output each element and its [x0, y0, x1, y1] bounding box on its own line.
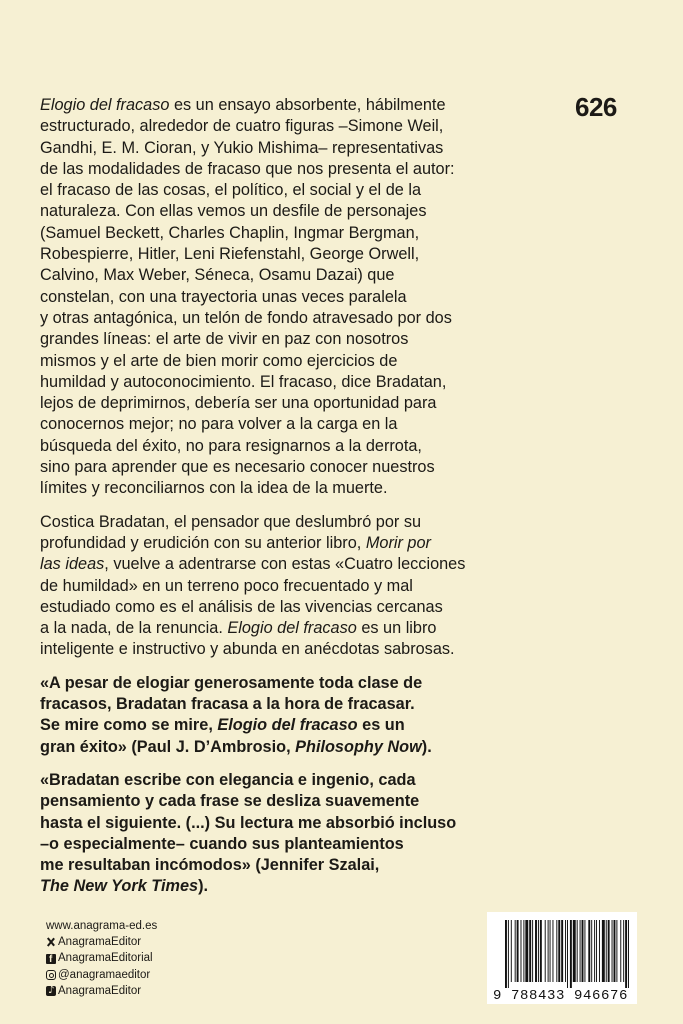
text-line	[40, 329, 640, 350]
text-run: ).	[198, 877, 209, 896]
text-run: «Bradatan escribe con elegancia e ingenio, cada	[40, 770, 416, 789]
barcode-bar	[556, 920, 557, 982]
text-run: es un libro	[356, 619, 437, 638]
text-run: de las modalidades de fracaso que nos presenta el autor:	[40, 159, 455, 178]
barcode-bar	[623, 920, 624, 982]
text-line	[40, 244, 640, 265]
barcode-bar	[529, 920, 531, 982]
barcode-bar	[580, 920, 581, 982]
text-run: naturaleza. Con ellas vemos un desfile de personajes	[40, 202, 427, 221]
text-line	[40, 715, 640, 736]
barcode-bar	[521, 920, 522, 982]
text-line	[40, 351, 640, 372]
text-line	[40, 223, 640, 244]
review-quote-1	[40, 673, 640, 758]
barcode-bar	[508, 920, 509, 988]
title-reference: las ideas	[40, 555, 105, 574]
text-run: humildad y autoconocimiento. El fracaso, dice Bradatan,	[40, 372, 447, 391]
book-description	[40, 95, 640, 898]
text-run: profundidad y erudición con su anterior libro,	[40, 533, 366, 552]
tiktok-handle: AnagramaEditor	[58, 984, 142, 997]
text-line	[40, 673, 640, 694]
barcode-bar	[588, 920, 590, 982]
instagram-handle: @anagramaeditor	[58, 968, 151, 981]
title-reference: Morir por	[365, 533, 431, 552]
text-line	[40, 201, 640, 222]
barcode-bar	[548, 920, 549, 982]
text-line	[40, 834, 640, 855]
barcode-bar	[596, 920, 597, 982]
text-run: el fracaso de las cosas, el político, el social y el de la	[40, 181, 421, 200]
text-line	[40, 813, 640, 834]
text-line	[40, 457, 640, 478]
barcode-bar	[525, 920, 528, 982]
text-line	[40, 159, 640, 180]
barcode-bar	[594, 920, 595, 982]
title-reference: The New York Times	[40, 877, 199, 896]
text-line	[40, 639, 640, 660]
text-line	[40, 138, 640, 159]
barcode-bar	[535, 920, 537, 982]
text-run: , vuelve a adentrarse con estas «Cuatro lecciones	[104, 555, 466, 574]
barcode-bar	[582, 920, 584, 982]
barcode-bar	[570, 920, 572, 988]
text-run: pensamiento y cada frase se desliza suavemente	[40, 792, 420, 811]
barcode-bar	[550, 920, 551, 982]
text-run: «A pesar de elogiar generosamente toda clase de	[40, 673, 423, 692]
tiktok-icon	[46, 986, 56, 996]
title-reference: Elogio del fracaso	[40, 96, 170, 114]
barcode-bar	[591, 920, 592, 982]
text-run: inteligente e instructivo y abunda en anécdotas sabrosas.	[40, 640, 455, 659]
text-line	[40, 791, 640, 812]
barcode-bar	[577, 920, 578, 982]
x-handle: AnagramaEditor	[58, 936, 142, 949]
barcode-bar	[511, 920, 512, 982]
barcode-bar	[625, 920, 627, 988]
text-run: estructurado, alrededor de cuatro figuras –Simone Weil,	[40, 117, 444, 136]
text-line	[40, 554, 640, 575]
review-quote-2	[40, 770, 640, 898]
instagram-icon	[46, 970, 56, 980]
barcode-bar	[515, 920, 516, 982]
text-line	[40, 287, 640, 308]
text-line	[40, 512, 640, 533]
barcode-bar	[584, 920, 585, 982]
text-run: es un	[357, 716, 405, 735]
isbn-digits: 9 788433 946676	[493, 988, 629, 1004]
barcode-bar	[606, 920, 607, 982]
title-reference: Elogio del fracaso	[217, 716, 358, 735]
barcode-bar	[517, 920, 519, 982]
barcode-bar	[540, 920, 542, 982]
barcode-bar	[523, 920, 524, 982]
barcode-bar	[561, 920, 563, 982]
text-run: (Samuel Beckett, Charles Chaplin, Ingmar Bergman,	[40, 223, 420, 242]
text-run: Gandhi, E. M. Cioran, y Yukio Mishima– representativas	[40, 138, 444, 157]
text-run: grandes líneas: el arte de vivir en paz con nosotros	[40, 330, 409, 349]
text-run: ).	[421, 737, 432, 756]
website-link[interactable]	[46, 918, 157, 934]
text-run: Se mire como se mire,	[40, 716, 218, 735]
title-reference: Philosophy Now	[295, 737, 422, 756]
text-line	[40, 393, 640, 414]
text-line	[40, 478, 640, 499]
text-line	[40, 576, 640, 597]
text-line	[40, 737, 640, 758]
barcode-bar	[628, 920, 629, 988]
barcode-bar	[532, 920, 533, 982]
barcode-bar	[565, 920, 566, 982]
text-run: fracasos, Bradatan fracasa a la hora de fracasar.	[40, 695, 415, 714]
text-line	[40, 770, 640, 791]
text-line	[40, 308, 640, 329]
barcode-bar	[567, 920, 568, 988]
text-run: búsqueda del éxito, no para resignarnos a la derrota,	[40, 436, 422, 455]
barcode-bar	[620, 920, 621, 982]
barcode-bar	[545, 920, 546, 982]
facebook-link[interactable]	[46, 950, 157, 966]
facebook-icon	[46, 954, 56, 964]
collection-number: 626	[575, 92, 617, 122]
tiktok-link[interactable]	[46, 983, 157, 999]
text-line	[40, 116, 640, 137]
barcode-bar	[505, 920, 507, 988]
text-run: conocernos mejor; no para volver a la carga en la	[40, 415, 398, 434]
text-run: de humildad» en un terreno poco frecuentado y mal	[40, 576, 413, 595]
barcode-bar	[573, 920, 576, 982]
text-run: –o especialmente– cuando sus planteamientos	[40, 834, 404, 853]
barcode-bar	[602, 920, 605, 982]
facebook-handle: AnagramaEditorial	[58, 952, 153, 965]
synopsis-paragraph-2	[40, 512, 640, 661]
text-run: Costica Bradatan, el pensador que deslumbró por su	[40, 512, 422, 531]
text-run: estudiado como es el análisis de las vivencias cercanas	[40, 597, 443, 616]
barcode-bar	[558, 920, 560, 982]
text-run: lejos de deprimirnos, debería ser una oportunidad para	[40, 394, 437, 413]
text-line	[40, 533, 640, 554]
text-run: límites y reconciliarnos con la idea de la muerte.	[40, 479, 388, 498]
text-run: hasta el siguiente. (...) Su lectura me absorbió incluso	[40, 813, 457, 832]
website-text: www.anagrama-ed.es	[46, 920, 158, 932]
title-reference: Elogio del fracaso	[227, 619, 357, 638]
synopsis-paragraph-1	[40, 95, 640, 500]
barcode-bar	[599, 920, 600, 982]
text-run: Calvino, Max Weber, Séneca, Osamu Dazai) que	[40, 266, 395, 285]
text-run: sino para aprender que es necesario conocer nuestros	[40, 458, 435, 477]
barcode-bar	[552, 920, 553, 982]
x-link[interactable]	[46, 934, 157, 950]
barcode-bar	[538, 920, 539, 982]
text-line	[40, 597, 640, 618]
text-run: a la nada, de la renuncia.	[40, 619, 228, 638]
text-line	[40, 694, 640, 715]
barcode-bar	[612, 920, 613, 982]
text-run: y otras antagónica, un telón de fondo atravesado por dos	[40, 308, 452, 327]
text-line	[40, 180, 640, 201]
text-line	[40, 265, 640, 286]
publisher-links	[46, 918, 157, 999]
text-line	[40, 372, 640, 393]
text-line	[40, 95, 640, 116]
text-run: Robespierre, Hitler, Leni Riefenstahl, George Orwell,	[40, 245, 420, 264]
text-run: gran éxito» (Paul J. D’Ambrosio,	[40, 737, 296, 756]
text-line	[40, 876, 640, 897]
text-line	[40, 618, 640, 639]
text-run: es un ensayo absorbente, hábilmente	[169, 96, 446, 114]
instagram-link[interactable]	[46, 967, 157, 983]
text-run: me resultaban incómodos» (Jennifer Szalai,	[40, 856, 380, 875]
isbn-barcode	[487, 912, 637, 1004]
x-icon	[46, 937, 56, 947]
text-line	[40, 855, 640, 876]
barcode-bar	[614, 920, 616, 982]
text-line	[40, 436, 640, 457]
text-run: mismos y el arte de bien morir como ejercicios de	[40, 351, 398, 370]
text-line	[40, 414, 640, 435]
text-run: constelan, con una trayectoria unas veces paralela	[40, 287, 407, 306]
barcode-bar	[608, 920, 610, 982]
barcode-bar	[616, 920, 617, 982]
